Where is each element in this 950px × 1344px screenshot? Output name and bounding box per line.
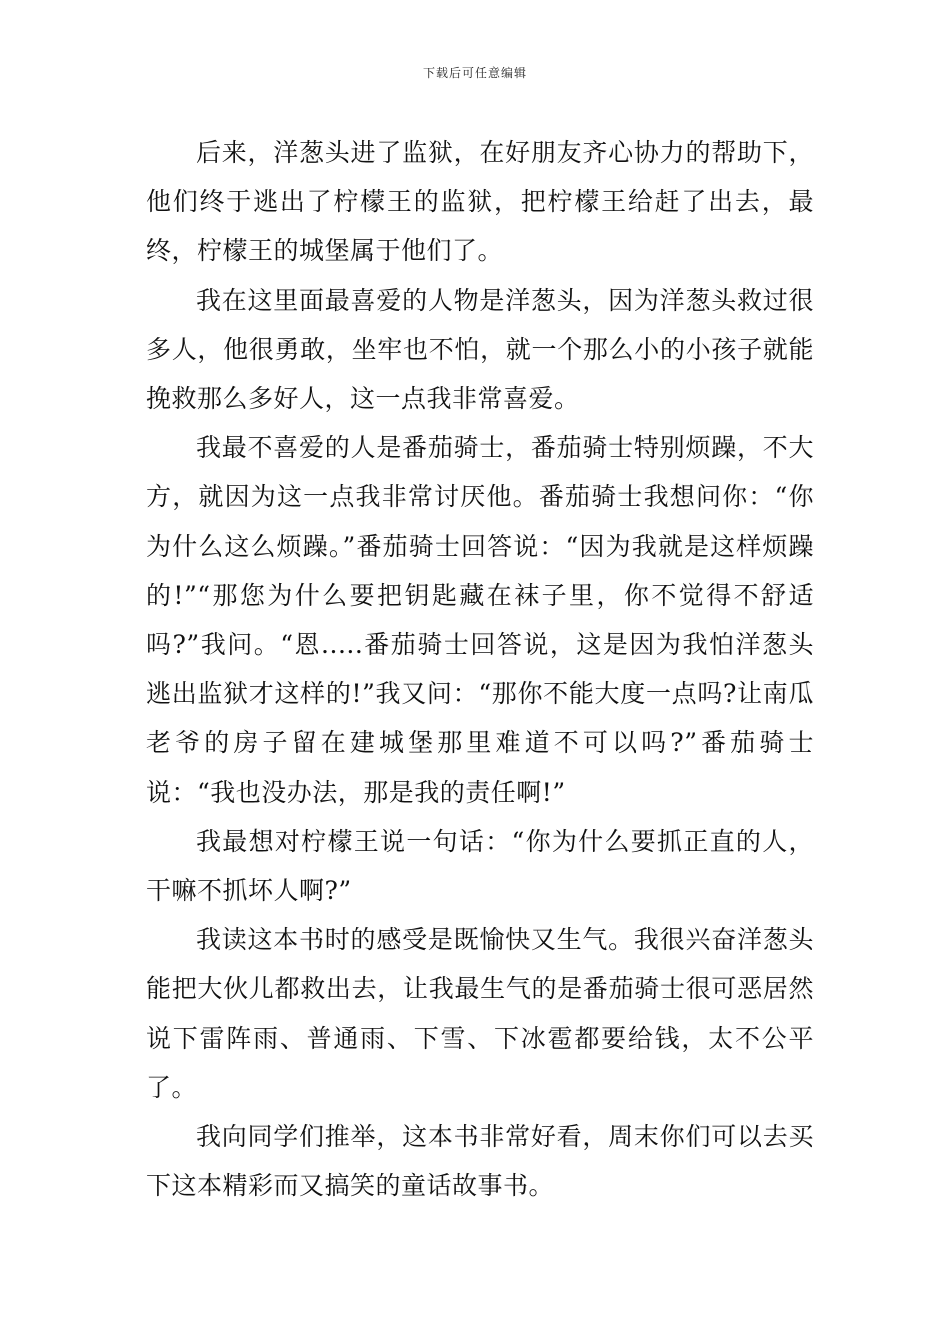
paragraph-feelings: 我读这本书时的感受是既愉快又生气。我很兴奋洋葱头能把大伙儿都救出去，让我最生气的是番茄骑士很可恶居然说下雷阵雨、普通雨、下雪、下冰雹都要给钱，太不公平了。 [146, 925, 814, 1102]
paragraph-favorite-character: 我在这里面最喜爱的人物是洋葱头，因为洋葱头救过很多人，他很勇敢，坐牢也不怕，就一个那么小的小孩子就能挽救那么多好人，这一点我非常喜爱。 [146, 285, 814, 414]
page-header: 下载后可任意编辑 [422, 66, 527, 80]
document-body [146, 128, 814, 1210]
paragraph-message-to-lemon-king: 我最想对柠檬王说一句话：“你为什么要抓正直的人，干嘛不抓坏人啊?” [146, 826, 814, 906]
paragraph-ending: 后来，洋葱头进了监狱，在好朋友齐心协力的帮助下，他们终于逃出了柠檬王的监狱，把柠檬王给赶了出去，最终，柠檬王的城堡属于他们了。 [146, 138, 814, 266]
paragraph-least-favorite-character: 我最不喜爱的人是番茄骑士，番茄骑士特别烦躁，不大方，就因为这一点我非常讨厌他。番茄骑士我想问你：“你为什么这么烦躁。”番茄骑士回答说：“因为我就是这样烦躁的!”“那您为什么要把钥匙藏在袜子里，你不觉得不舒适吗?”我问。“恩.....番茄骑士回答说，这是因为我怕洋葱头逃出监狱才这样的!”我又问：“那你不能大度一点吗?让南瓜老爷的房子留在建城堡那里难道不可以吗?”番茄骑士说：“我也没办法，那是我的责任啊!” [146, 433, 814, 807]
paragraph-recommendation: 我向同学们推举，这本书非常好看，周末你们可以去买下这本精彩而又搞笑的童话故事书。 [146, 1122, 814, 1201]
